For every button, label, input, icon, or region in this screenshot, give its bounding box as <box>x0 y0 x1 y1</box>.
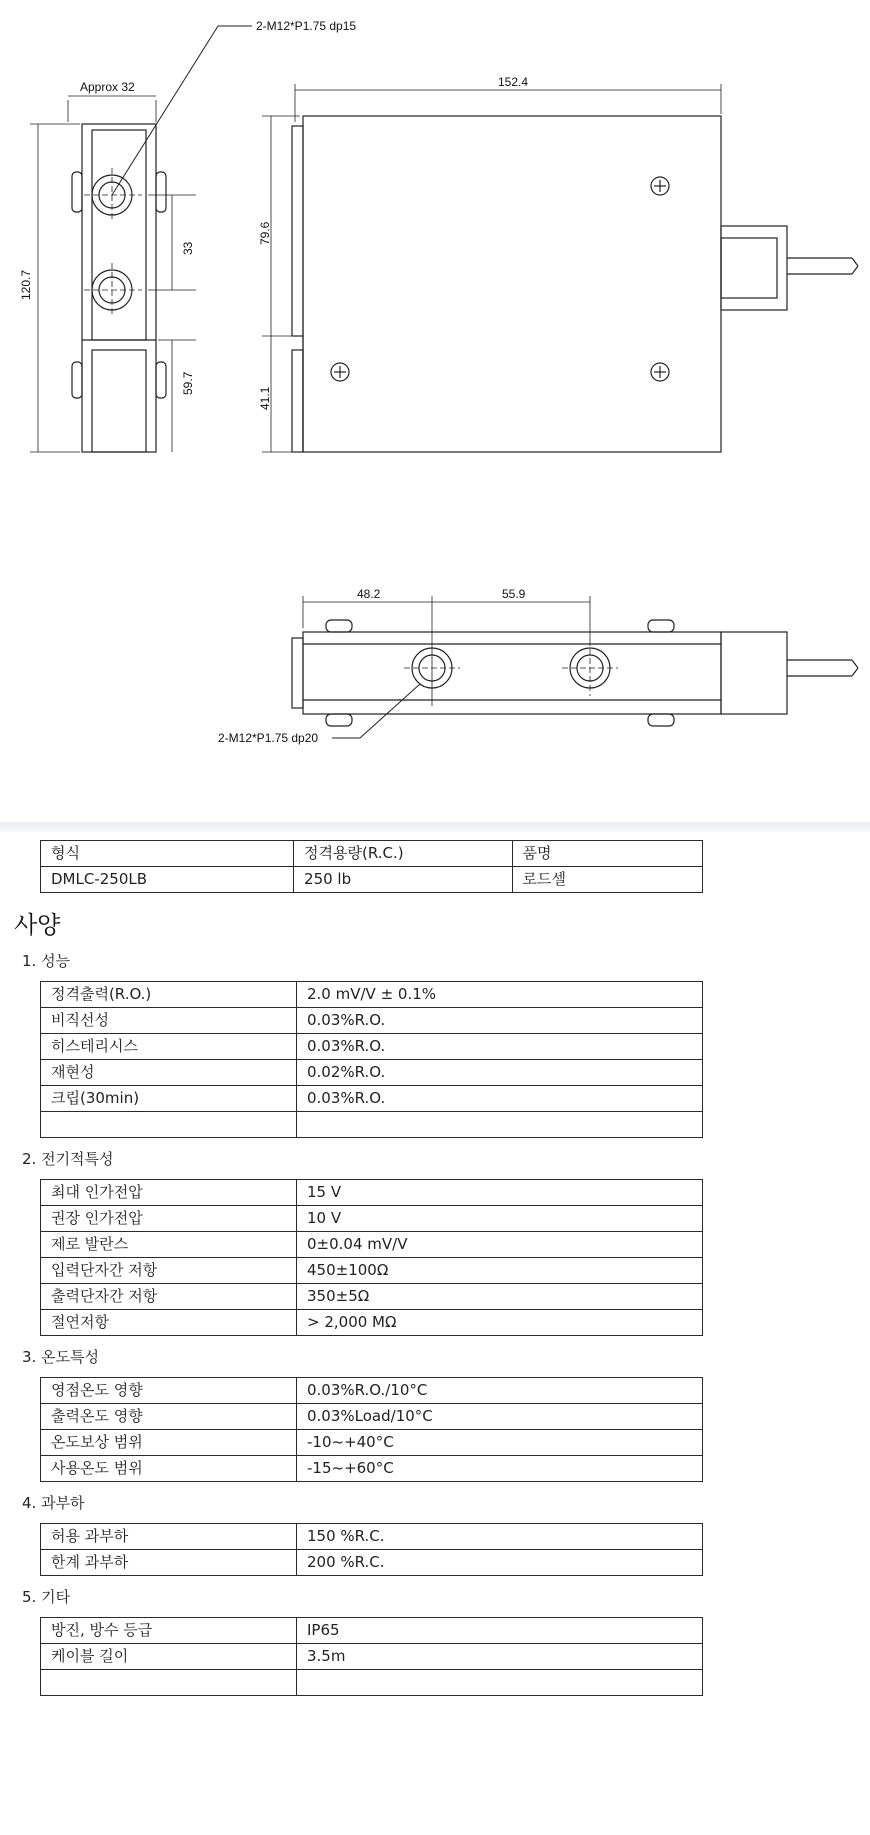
section-title: 5. 기타 <box>22 1588 71 1606</box>
header-cell: 형식 <box>41 841 294 867</box>
table-row <box>41 1034 703 1060</box>
table-row <box>41 1404 703 1430</box>
table-row <box>41 1180 703 1206</box>
value-cell: -15~+60°C <box>297 1456 703 1482</box>
header-cell: 정격용량(R.C.) <box>294 841 512 867</box>
spec-table-electrical <box>40 1179 703 1336</box>
value-cell: 200 %R.C. <box>297 1550 703 1576</box>
value-cell: 250 lb <box>294 867 512 893</box>
value-cell: 2.0 mV/V ± 0.1% <box>297 982 703 1008</box>
spec-sheet <box>0 840 870 1696</box>
separator <box>0 822 870 832</box>
section-title: 2. 전기적특성 <box>22 1150 114 1168</box>
key-cell: 허용 과부하 <box>41 1524 297 1550</box>
table-row <box>41 1670 703 1696</box>
value-cell: 10 V <box>297 1206 703 1232</box>
spec-table-temperature <box>40 1377 703 1482</box>
table-row <box>41 1430 703 1456</box>
key-cell: 온도보상 범위 <box>41 1430 297 1456</box>
approx-width-label: Approx 32 <box>80 80 135 94</box>
key-cell <box>41 1112 297 1138</box>
value-cell: -10~+40°C <box>297 1430 703 1456</box>
table-row <box>41 1206 703 1232</box>
table-row <box>41 1618 703 1644</box>
table-row <box>41 1310 703 1336</box>
callout-top: 2-M12*P1.75 dp15 <box>256 19 357 33</box>
value-cell: 0.03%R.O. <box>297 1086 703 1112</box>
table-row <box>41 1456 703 1482</box>
table-row <box>41 982 703 1008</box>
spec-table-overload <box>40 1523 703 1576</box>
key-cell: 출력온도 영향 <box>41 1404 297 1430</box>
table-row <box>41 1008 703 1034</box>
upper-height-label: 79.6 <box>258 221 272 245</box>
table-row <box>41 1060 703 1086</box>
spec-table-performance <box>40 981 703 1138</box>
value-cell: 3.5m <box>297 1644 703 1670</box>
section-title: 1. 성능 <box>22 952 71 970</box>
spec-table-etc <box>40 1617 703 1696</box>
value-cell: 450±100Ω <box>297 1258 703 1284</box>
table-row <box>41 1644 703 1670</box>
table-row <box>41 841 703 867</box>
section-title: 3. 온도특성 <box>22 1348 100 1366</box>
value-cell: 0.02%R.O. <box>297 1060 703 1086</box>
value-cell <box>297 1112 703 1138</box>
header-cell: 품명 <box>512 841 703 867</box>
technical-drawing <box>0 0 870 820</box>
value-cell: 0.03%R.O. <box>297 1008 703 1034</box>
value-cell: DMLC-250LB <box>41 867 294 893</box>
value-cell: 0.03%R.O. <box>297 1034 703 1060</box>
model-table <box>40 840 703 893</box>
key-cell: 방진, 방수 등급 <box>41 1618 297 1644</box>
callout-bottom: 2-M12*P1.75 dp20 <box>218 731 319 745</box>
base-height-label: 41.1 <box>258 386 272 410</box>
lower-height-label: 59.7 <box>181 371 195 395</box>
value-cell: 15 V <box>297 1180 703 1206</box>
value-cell: 150 %R.C. <box>297 1524 703 1550</box>
value-cell: 350±5Ω <box>297 1284 703 1310</box>
table-row <box>41 1086 703 1112</box>
front-view-outline <box>303 116 721 452</box>
value-cell: 0.03%R.O./10°C <box>297 1378 703 1404</box>
table-row <box>41 1524 703 1550</box>
key-cell: 비직선성 <box>41 1008 297 1034</box>
key-cell <box>41 1670 297 1696</box>
section-title: 4. 과부하 <box>22 1494 85 1512</box>
key-cell: 영점온도 영향 <box>41 1378 297 1404</box>
spec-title: 사양 <box>14 911 61 939</box>
offset-left-label: 48.2 <box>357 587 381 601</box>
value-cell: 0±0.04 mV/V <box>297 1232 703 1258</box>
value-cell: 로드셀 <box>512 867 703 893</box>
key-cell: 히스테리시스 <box>41 1034 297 1060</box>
table-row <box>41 1284 703 1310</box>
table-row <box>41 1258 703 1284</box>
value-cell: 0.03%Load/10°C <box>297 1404 703 1430</box>
body-length-label: 152.4 <box>498 75 529 89</box>
table-row <box>41 1112 703 1138</box>
table-row <box>41 867 703 893</box>
value-cell: > 2,000 MΩ <box>297 1310 703 1336</box>
side-view-outline <box>82 124 156 452</box>
key-cell: 정격출력(R.O.) <box>41 982 297 1008</box>
bottom-connector <box>721 632 787 714</box>
key-cell: 사용온도 범위 <box>41 1456 297 1482</box>
table-row <box>41 1232 703 1258</box>
key-cell: 출력단자간 저항 <box>41 1284 297 1310</box>
value-cell <box>297 1670 703 1696</box>
hole-pitch-label: 55.9 <box>502 587 526 601</box>
table-row <box>41 1378 703 1404</box>
key-cell: 재현성 <box>41 1060 297 1086</box>
key-cell: 입력단자간 저항 <box>41 1258 297 1284</box>
side-height-label: 120.7 <box>19 269 33 300</box>
key-cell: 한계 과부하 <box>41 1550 297 1576</box>
key-cell: 제로 발란스 <box>41 1232 297 1258</box>
table-row <box>41 1550 703 1576</box>
value-cell: IP65 <box>297 1618 703 1644</box>
key-cell: 케이블 길이 <box>41 1644 297 1670</box>
hole-spacing-label: 33 <box>181 241 195 255</box>
key-cell: 최대 인가전압 <box>41 1180 297 1206</box>
key-cell: 절연저항 <box>41 1310 297 1336</box>
key-cell: 크립(30min) <box>41 1086 297 1112</box>
key-cell: 권장 인가전압 <box>41 1206 297 1232</box>
